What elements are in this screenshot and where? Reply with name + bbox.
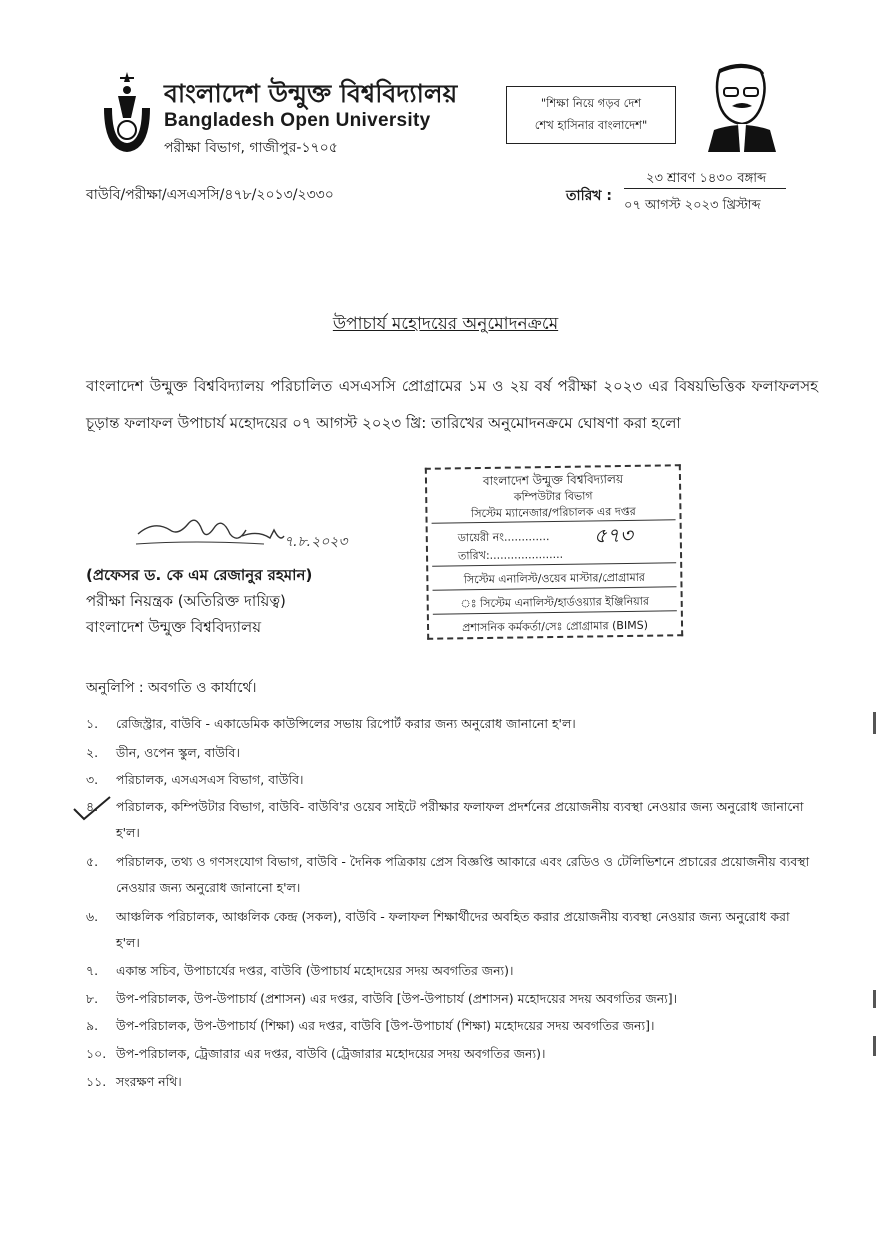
signatory-name: (প্রফেসর ড. কে এম রেজানুর রহমান) (86, 566, 313, 584)
memo-number: বাউবি/পরীক্ষা/এসএসসি/৪৭৮/২০১৩/২৩৩০ (86, 187, 334, 203)
list-text: উপ-পরিচালক, ট্রেজারার এর দপ্তর, বাউবি (ট্রেজারার মহোদয়ের সদয় অবগতির জন্য)। (116, 1046, 546, 1061)
list-number: ৬. (86, 909, 99, 924)
signatory-title: পরীক্ষা নিয়ন্ত্রক (অতিরিক্ত দায়িত্ব) (86, 592, 286, 610)
list-text: রেজিস্ট্রার, বাউবি - একাডেমিক কাউন্সিলের সভায় রিপোর্ট করার জন্য অনুরোধ জানানো হ'ল। (116, 716, 576, 731)
signature-date: ৭.৮.২০২৩ (284, 534, 348, 550)
list-number: ৫. (86, 854, 99, 869)
stamp-line-6: প্রশাসনিক কর্মকর্তা/সেঃ প্রোগ্রামার (BIMS) (462, 618, 649, 635)
slogan-line-2: শেখ হাসিনার বাংলাদেশ" (534, 118, 648, 132)
stamp-diary-number: ৫৭৩ (593, 522, 633, 548)
stamp-line-2: কম্পিউটার বিভাগ (513, 489, 593, 504)
portrait-illustration (702, 60, 782, 152)
list-number: ৩. (86, 772, 99, 787)
list-number: ১. (86, 716, 99, 731)
list-text: একান্ত সচিব, উপাচার্যের দপ্তর, বাউবি (উপাচার্য মহোদয়ের সদয় অবগতির জন্য)। (116, 963, 514, 978)
date-label: তারিখ : (566, 188, 612, 204)
list-text: আঞ্চলিক পরিচালক, আঞ্চলিক কেন্দ্র (সকল), বাউবি - ফলাফল শিক্ষার্থীদের অবহিত করার প্রয়োজনীয় ব্যবস্থা নেওয়ার জন্য অনুরোধ করা হ'ল। (116, 909, 790, 950)
list-text: সংরক্ষণ নথি। (116, 1074, 182, 1089)
date-divider (624, 188, 786, 189)
department-address: পরীক্ষা বিভাগ, গাজীপুর-১৭০৫ (164, 140, 338, 156)
stamp-date-label: তারিখ:..................... (457, 547, 564, 563)
list-number: ৭. (86, 963, 99, 978)
list-number: ৪. (86, 799, 99, 814)
list-text: ডীন, ওপেন স্কুল, বাউবি। (116, 745, 240, 760)
list-number: ৮. (86, 991, 99, 1006)
university-name-english: Bangladesh Open University (164, 110, 431, 131)
signatory-organization: বাংলাদেশ উন্মুক্ত বিশ্ববিদ্যালয় (86, 618, 262, 636)
copy-heading: অনুলিপি : অবগতি ও কার্যার্থে। (86, 680, 257, 696)
stamp-diary-label: ডায়েরী নং............. (457, 530, 550, 545)
list-text: উপ-পরিচালক, উপ-উপাচার্য (প্রশাসন) এর দপ্তর, বাউবি [উপ-উপাচার্য (প্রশাসন) মহোদয়ের সদয় অবগতির জন্য]। (116, 991, 678, 1006)
university-name-bangla: বাংলাদেশ উন্মুক্ত বিশ্ববিদ্যালয় (164, 79, 458, 108)
stamp-line-3: সিস্টেম ম্যানেজার/পরিচালক এর দপ্তর (471, 504, 636, 521)
list-number: ১০. (86, 1046, 107, 1061)
checkmark-icon (72, 795, 112, 823)
list-text: উপ-পরিচালক, উপ-উপাচার্য (শিক্ষা) এর দপ্তর, বাউবি [উপ-উপাচার্য (শিক্ষা) মহোদয়ের সদয় অবগতির জন্য]। (116, 1018, 655, 1033)
list-text: পরিচালক, তথ্য ও গণসংযোগ বিভাগ, বাউবি - দৈনিক পত্রিকায় প্রেস বিজ্ঞপ্তি আকারে এবং রেডিও ও টেলিভিশনে প্রচারের প্রয়োজনীয় ব্যবস্থা নেওয়ার জন্য অনুরোধ জানানো হ'ল। (116, 854, 810, 895)
stamp-line-4: সিস্টেম এনালিস্ট/ওয়েব মাস্টার/প্রোগ্রামার (463, 570, 645, 587)
list-text: পরিচালক, কম্পিউটার বিভাগ, বাউবি- বাউবি'র ওয়েব সাইটে পরীক্ষার ফলাফল প্রদর্শনের প্রয়োজনীয় ব্যবস্থা নেওয়ার জন্য অনুরোধ জানানো হ'ল। (116, 799, 804, 840)
slogan-line-1: "শিক্ষা নিয়ে গড়ব দেশ (540, 96, 642, 110)
receipt-stamp (425, 464, 683, 640)
university-logo (96, 68, 158, 156)
scan-margin-mark (873, 990, 876, 1008)
date-english: ০৭ আগস্ট ২০২৩ খ্রিস্টাব্দ (624, 198, 761, 213)
slogan-box (506, 86, 676, 144)
list-text: পরিচালক, এসএসএস বিভাগ, বাউবি। (116, 772, 304, 787)
list-number: ২. (86, 745, 99, 760)
list-number: ১১. (86, 1074, 107, 1089)
scan-margin-mark (873, 1036, 876, 1056)
scan-margin-mark (873, 712, 876, 734)
list-number: ৯. (86, 1018, 99, 1033)
handwritten-signature (134, 500, 374, 564)
stamp-line-1: বাংলাদেশ উন্মুক্ত বিশ্ববিদ্যালয় (482, 472, 624, 488)
announcement-paragraph: বাংলাদেশ উন্মুক্ত বিশ্ববিদ্যালয় পরিচালিত এসএসসি প্রোগ্রামের ১ম ও ২য় বর্ষ পরীক্ষা ২০২৩ এর বিষয়ভিত্তিক ফলাফলসহ চূড়ান্ত ফলাফল উপাচার্য মহোদয়ের ০৭ আগস্ট ২০২৩ খ্রি: তারিখের অনুমোদনক্রমে ঘোষণা করা হলো (86, 377, 818, 432)
date-bangla: ২৩ শ্রাবণ ১৪৩০ বঙ্গাব্দ (646, 171, 767, 186)
document-heading: উপাচার্য মহোদয়ের অনুমোদনক্রমে (332, 314, 559, 334)
stamp-line-5: ঃ সিস্টেম এনালিস্ট/হার্ডওয়্যার ইঞ্জিনিয়ার (460, 594, 650, 611)
